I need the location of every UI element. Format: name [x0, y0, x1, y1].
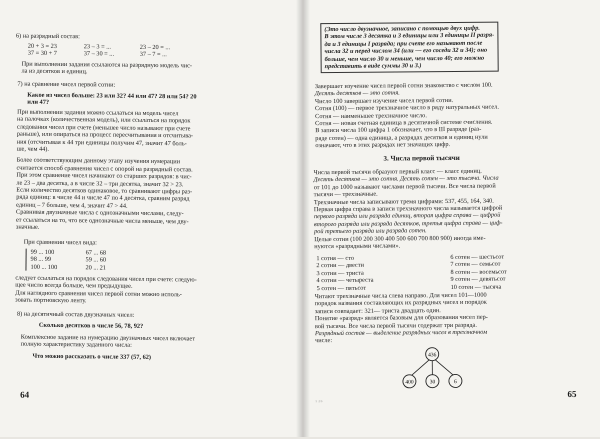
example-frame: (Это число двузначное, записано с помощью двух цифр. В этом числе 3 десятка и 3 единицы или 3 единицы II разря- да и 3 единицы I разряда; при счете его называют после числа 32 и перед числом 34 (или — его соседи 32 и 34); оно больше, чем число 30 и меньше, чем число 40; его можно представить в виде суммы 30 и 3.): [320, 22, 498, 74]
page-number-right: 65: [567, 389, 576, 399]
task6-examples: [28, 43, 196, 60]
task8-text: Комплексное задание на нумерацию двузначных чисел включает полную характеристику заданного числа:: [21, 334, 195, 351]
task6-row: 37 = 30 + 7 37 – 30 = ... 37 – 7 = ...: [28, 50, 196, 59]
task8-question: Сколько десятков в числе 56, 78, 92?: [39, 322, 143, 330]
section-text: Числа первой тысячи образуют первый класс — класс единиц. Десять десятков — это сотня. Десять сотен — это тысяча. Числа от 101 до 1000 называют числами первой тысячи. Все числа первой тысячи — трехзначные. Трехзначные числа записывают тремя цифрами: 537, 455, 164, 340. Первая цифра справа в записи трехзначного числа называется цифрой первого разряда или разряда единиц, вторая цифра справа — цифрой второго разряда или разряда десятков, третья цифра справа — циф- рой третьего разряда или разряда сотен. Целые сотни (100 200 300 400 500 600 700 800 900) иногда име- нуются «разрядными числами».: [314, 168, 503, 251]
compare-right: 67 ... 68 59 ... 60 20 ... 21: [85, 249, 106, 271]
final-text: Читают трехзначные числа слева направо. Для чисел 101—1000 порядок названия составляющих их разрядных чисел и порядок записи совпадает: 321— триста двадцать один. Понятие «разряд» является базовым для образования чисел пер- вой тысячи. Все числа первой тысячи содержат три разряда. Разрядный состав — выделение разрядных чисел в трехзначном числе:: [315, 292, 488, 345]
digit-decomposition-tree: [397, 346, 467, 391]
task7-title: 7) на сравнение чисел первой сотни:: [17, 81, 115, 89]
task8-question2: Что можно рассказать о числе 337 (57, 62): [33, 353, 152, 362]
tree-root-label: 436: [428, 352, 437, 358]
hundred-intro: Завершает изучение чисел первой сотни знакомство с числом 100. Десять десятков — это сотня. Число 100 завершает изучение чисел первой сотни. Сотня (100) — первое трехзначное число в ряду натуральных чисел. Сотня — наименьшее трехзначное число. Сотня — новая счетная единица в десятичной системе счисления. В записи числа 100 цифра 1 обозначает, что в III разряде (раз- ряде сотен) — одна единица, а разрядах десятков и единиц нули означают, что в этих разрядах нет значащих цифр.: [315, 82, 499, 150]
task7-question: Какое из чисел больше: 23 или 32? 44 или 47? 28 или 54? 20 или 47?: [27, 92, 196, 109]
section-title: 3. Числа первой тысячи: [383, 155, 459, 163]
compare-left: 99 ... 100 98 ... 99 100 ... 100: [25, 249, 57, 272]
hundreds-list-left: 1 сотня — сто 2 сотни — двести 3 сотни — триста 4 сотни — четыреста 5 сотен — пятьсот: [316, 255, 373, 293]
compare-title: При сравнении чисел вида:: [24, 239, 97, 247]
mirror-text: 5 .2/6: [316, 399, 323, 403]
compare-note: следует ссылаться на порядок следования чисел при счете: следую- щее число всегда больше, чем предыдущее. Для наглядного сравнения чисел первой сотни можно исполь- зовать портновскую ленту.: [15, 275, 197, 307]
right-page: [298, 0, 600, 438]
task6-note: При выполнении задания ссылаются на разрядную модель чис- ла из десятков и единиц.: [21, 61, 192, 78]
task6-title: 6) на разрядный состав:: [16, 33, 80, 41]
hundreds-list-right: 6 сотен — шестьсот 7 сотен — семьсот 8 сотен — восемьсот 9 сотен — девятьсот 10 сотен — тысяча: [450, 254, 507, 292]
tree-child-label: 400: [405, 380, 414, 386]
tree-child-label: 6: [454, 379, 457, 385]
task8-title: 8) на десятичный состав двузначных чисел:: [17, 311, 134, 320]
task6-row: 20 + 3 = 23 23 – 3 = ... 23 – 20 = ...: [28, 43, 196, 52]
page-number-left: 64: [20, 390, 29, 400]
task7-text: При выполнении задания можно ссылаться на модель чисел на палочках (количественная модель), или ссылаться на порядок следования чисел при счете (меньшее число называют при счете раньше), или опираться на процесс пересчитывания и отсчитыва- ния (отсчитывая к 44 три единицы получим 47, значит 47 боль- ше, чем 44). Более соответствующим данному этапу изучения нумерации считается способ сравнения чисел с опорой на разрядный состав. При этом сравнение чисел начинают со старших разрядов: в чис- ле 23 – два десятка, а в числе 32 – три десятка, значит 32 > 23. Если количество десятков одинаковое, то сравнивают цифры раз- ряда единиц: в числе 44 и числе 47 по 4 десятка, сравним разряд единиц – 7 больше, чем 4, значит 47 > 44. Сравнивая двузначные числа с однозначными числами, следу- ет ссылаться на то, что все однозначные числа меньше, чем дву- значные.: [16, 109, 194, 233]
tree-child-label: 30: [430, 379, 436, 385]
